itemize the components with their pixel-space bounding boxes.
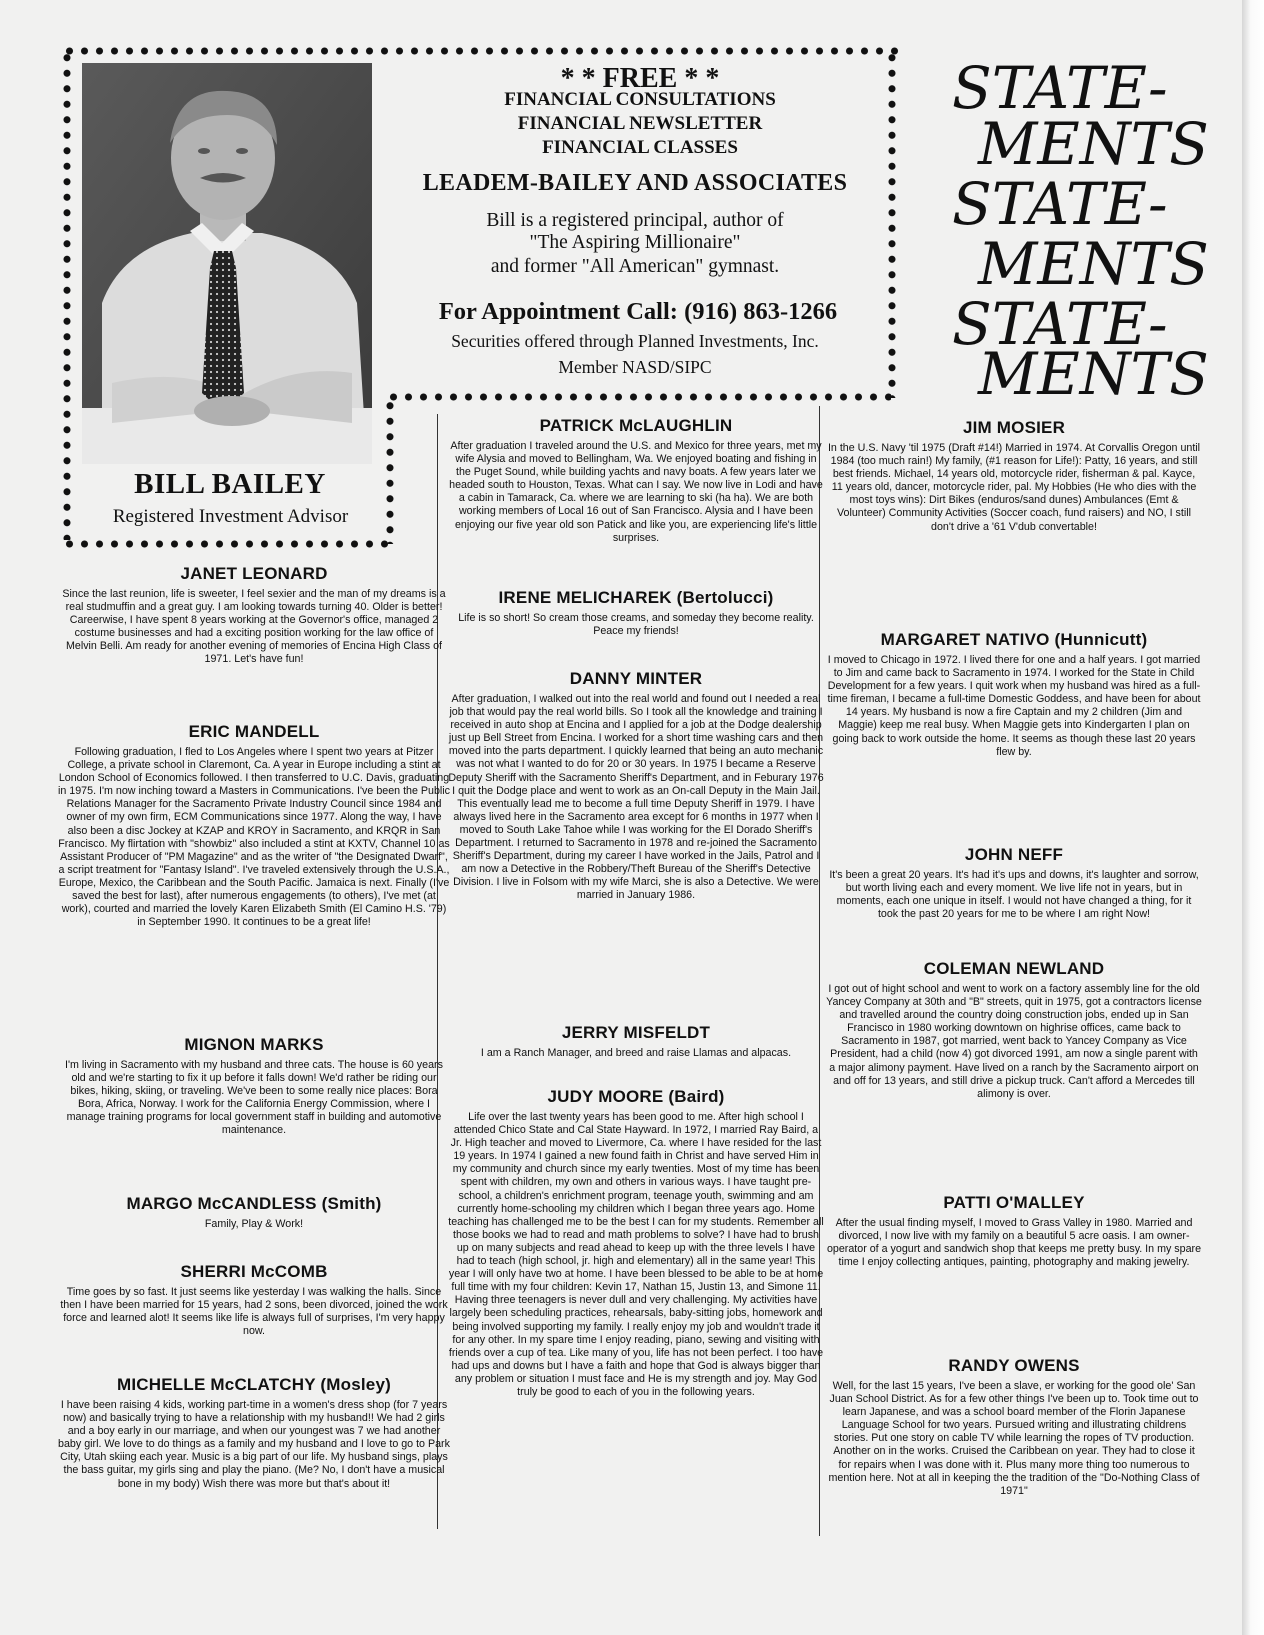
portrait-photo — [82, 63, 372, 464]
entry-eric-mandell — [58, 722, 450, 929]
entry-text: Following graduation, I fled to Los Angeles where I spent two years at Pitzer College, a private school in Claremont, Ca. A year in Europe including a stint at London School of Economics followed. I then transferred to U.C. Davis, graduating in 1975. I'm now inching toward a Masters in Communications. I've been the Public Relations Manager for the Sacramento Private Industry Council since 1984 and owner of my own firm, ECM Communications since 1977. Along the way, I have also been a disc Jockey at KZAP and KROY in Sacramento, and KRQR in San Francisco. My flirtation with "showbiz" also included a stint at KXTV, Channel 10 as Assistant Producer of "PM Magazine" and as the writer of "the Designated Dwarf", a script treatment for "Fantasy Island". I've traveled extensively through the U.S.A., Europe, Mexico, the Caribbean and the South Pacific. Jamaica is next. Finally (I've saved the best for last), after numerous engagements (to others), I've met (at work), courted and married the lovely Karen Elizabeth Smith (El Camino H.S. '79) in September 1990. It continues to be a great life! — [58, 746, 450, 929]
entry-margaret-nativo — [826, 630, 1202, 759]
logo-line-4: MENTS — [978, 230, 1209, 298]
statements-logo — [950, 56, 1210, 396]
entry-judy-moore — [447, 1087, 825, 1399]
entry-jerry-misfeldt — [447, 1023, 825, 1060]
entry-text: After graduation I traveled around the U.S. and Mexico for three years, met my wife Alysia and moved to Bellingham, Wa. We enjoyed boating and fishing in the Puget Sound, while building yachts and navy boats. A few years later we headed south to Houston, Texas. What can I say. We now live in Lodi and have a cabin in Tamarack, Ca. where we are learning to ski (ha ha). We are both working members of Local 16 out of San Francisco. Alysia and I have been enjoying our five year old son Patick and like you, are experiencing life's little surprises. — [449, 440, 823, 544]
bio-line-1: Bill is a registered principal, author of — [486, 210, 784, 231]
free-heading: * * FREE * * — [560, 63, 720, 94]
entry-text: I'm living in Sacramento with my husband and three cats. The house is 60 years old and we're starting to fix it up before it falls down! We'd rather be riding our bikes, hiking, skiing, or traveling. We've been to some really nice places: Bora Bora, Africa, Norway. I work for the California Energy Commission, where I manage training programs for local government staff in building and automotive maintenance. — [65, 1059, 443, 1137]
member-line: Member NASD/SIPC — [558, 357, 712, 377]
advisor-title: Registered Investment Advisor — [112, 506, 349, 527]
entry-name: MIGNON MARKS — [184, 1035, 324, 1054]
entry-patrick-mclaughlin — [447, 416, 825, 545]
entry-text: I have been raising 4 kids, working part-time in a women's dress shop (for 7 years now) and basically trying to have a relationship with my husband!! We had 2 girls and a boy early in our marriage, and when our youngest was 7 we had another baby girl. We love to do things as a family and my husband and I love to go to Park City, Utah skiing each year. Music is a big part of our life. My husband sings, plays the bass guitar, my girls sing and play the piano. (Me? No, I don't have a musical bone in my body) Wish there was more but that's about it! — [58, 1399, 450, 1490]
entry-name: JERRY MISFELDT — [561, 1023, 711, 1042]
appointment-phone: For Appointment Call: (916) 863-1266 — [438, 298, 838, 325]
entry-irene-melicharek — [447, 588, 825, 638]
page-edge — [1242, 0, 1264, 1635]
entry-sherri-mccomb — [58, 1262, 450, 1338]
entry-name: JIM MOSIER — [962, 418, 1066, 437]
entry-name: RANDY OWENS — [948, 1356, 1080, 1375]
entry-patti-omalley — [826, 1193, 1202, 1269]
entry-text: It's been a great 20 years. It's had it's ups and downs, it's laughter and sorrow, but worth living each and every moment. We live life not in years, but in moments, each one unique in itself. I would not have changed a thing, for it took the past 20 years for me to be where I am right Now! — [829, 869, 1199, 921]
entry-name: PATRICK McLAUGHLIN — [539, 416, 733, 435]
entry-coleman-newland — [826, 959, 1202, 1101]
entry-danny-minter — [447, 669, 825, 903]
entry-name: COLEMAN NEWLAND — [923, 959, 1105, 978]
entry-text: In the U.S. Navy 'til 1975 (Draft #14!) Married in 1974. At Corvallis Oregon until 1984 (too much rain!) My family, (#1 reason for Life!): Patty, 16 years, and still best friends. Michael, 14 years old, motorcycle rider, fisherman & pal. Kayce, 11 years old, dancer, motorcycle rider, pal. My Hobbies (He who dies with the most toys wins): Dirt Bikes (enduros/sand dunes) Ambulances (Emt & Volunteer) Community Activities (Soccer coach, fund raisers) and NO, I still don't drive a '61 V'dub convertable! — [827, 442, 1201, 533]
entry-text: Well, for the last 15 years, I've been a slave, er working for the good ole' San Juan School District. As for a few other things I've been up to. Took time out to learn Japanese, and was a school board member of the Florin Japanese Language School for two years. Pursued writing and illustrating childrens stories. Put one story on cable TV while learning the ropes of TV production. Another on in the works. Cruised the Caribbean on year. They had to close it for repairs when I was done with it. Plus many more thing too numerous to mention here. Not at all in keeping the the tradition of the "Do-Nothing Class of 1971" — [828, 1380, 1200, 1497]
entry-text: Since the last reunion, life is sweeter, I feel sexier and the man of my dreams is a real studmuffin and a great guy. I am looking towards turning 40. Older is better! Careerwise, I have spent 8 years working at the Governor's office, managed 2 costume businesses and had a exciting position working for the law office of Melvin Belli. Am ready for another evening of memories of Encina High Class of 1971. Let's have fun! — [62, 588, 446, 666]
service-consultations: FINANCIAL CONSULTATIONS — [504, 89, 776, 110]
entry-name: SHERRI McCOMB — [180, 1262, 328, 1281]
entry-name: JOHN NEFF — [964, 845, 1064, 864]
securities-line: Securities offered through Planned Investments, Inc. — [451, 331, 819, 351]
bio-line-3: and former "All American" gymnast. — [490, 256, 780, 277]
entry-text: Life is so short! So cream those creams, and someday they become reality. Peace my friends! — [458, 612, 814, 638]
entry-text: After the usual finding myself, I moved to Grass Valley in 1980. Married and divorced, I now live with my family on a beautiful 5 acre oasis. I am owner-operator of a yogurt and sandwich shop that keeps me pretty busy. In my spare time I enjoy collecting antiques, painting, photography and making jewelry. — [826, 1217, 1202, 1269]
entry-mignon-marks — [58, 1035, 450, 1138]
entry-text: I got out of hight school and went to work on a factory assembly line for the old Yancey Company at 30th and "B" streets, quit in 1975, got a contractors license and travelled around the country doing construction jobs, ended up in San Francisco in 1980 working downtown on highrise offices, came back to Sacramento in 1987, got married, went back to Yancey Company as Vice President, had a child (now 4) got divorced 1991, am now a single parent with a major alimony payment. Have lived on a ranch by the Sacramento airport on and off for 13 years, and still drive a pickup truck. Can't afford a Mercedes till alimony is over. — [826, 983, 1202, 1100]
advisor-name: BILL BAILEY — [134, 468, 326, 500]
bio-line-2: "The Aspiring Millionaire" — [529, 232, 741, 253]
logo-line-5: STATE- — [952, 290, 1168, 358]
entry-randy-owens — [826, 1356, 1202, 1498]
entry-text: Family, Play & Work! — [204, 1218, 304, 1230]
entry-name: JUDY MOORE (Baird) — [547, 1087, 725, 1106]
entry-text: After graduation, I walked out into the real world and found out I needed a real job that would pay the real world bills. So I took all the knowledge and training I received in auto shop at Encina and I applied for a job at the Dodge dealership just up Bell Street from Encina. I worked for a short time washing cars and then moved into the parts department. I quickly learned that being an auto mechanic was not what I wanted to do for 20 or 30 years. In 1975 I became a Reserve Deputy Sheriff with the Sacramento Sheriff's Department, and in Feburary 1976 I quit the Dodge place and went to work as an On-call Deputy in the Main Jail. This eventually lead me to become a full time Deputy Sheriff in 1979. I have always lived here in the Sacramento area except for 6 months in 1977 when I moved to South Lake Tahoe while I was working for the El Dorado Sheriff's Department. I returned to Sacramento in 1978 and re-joined the Sacramento Sheriff's Department, during my career I have worked in the Jails, Patrol and I am now a Detective in the Robbery/Theft Bureau of the Sheriff's Detective Division. I live in Folsom with my wife Marci, she is also a Detective. We were married in January 1986. — [448, 693, 824, 902]
entry-name: MICHELLE McCLATCHY (Mosley) — [117, 1375, 391, 1394]
entry-name: JANET LEONARD — [180, 564, 328, 583]
entry-text: Life over the last twenty years has been good to me. After high school I attended Chico State and Cal State Hayward. In 1972, I married Ray Baird, a Jr. High teacher and moved to Livermore, Ca. where I have resided for the last 19 years. In 1974 I gained a new found faith in Christ and have served Him in my community and church since my early twenties. Most of my time has been spent with children, my own and others in various ways. I have taught pre-school, a children's enrichment program, teenage youth, swimming and am currently home-schooling my children which I began three years ago. Home teaching has challenged me to be the best I can for my students. Remember all those books we had to read and math problems to solve? I have had to brush up on many subjects and read ahead to keep up with the three levels I have had to teach (high school, jr. high and elementary) all in the same year! This year I will only have two at home. I have been blessed to be able to be at home full time with my four children: Kevin 17, Nathan 15, Justin 13, and Simone 11. Having three teenagers is never dull and very challenging. My activities have largely been scheduling practices, rehearsals, baby-sitting jobs, homework and being involved supporting my family. I really enjoy my job and wouldn't trade it for any other. In my spare time I enjoy reading, piano, sewing and visiting with friends over a cup of tea. Like many of you, life has not been perfect. I too have had ups and downs but I have a faith and hope that God is always bigger than any problem or situation I must face and He is my strength and joy. May God truly be good to each of you in the following years. — [448, 1111, 824, 1398]
firm-name: LEADEM-BAILEY AND ASSOCIATES — [422, 170, 848, 196]
entry-name: MARGO McCANDLESS (Smith) — [126, 1194, 382, 1213]
entry-name: DANNY MINTER — [569, 669, 703, 688]
entry-janet-leonard — [58, 564, 450, 667]
entry-name: IRENE MELICHAREK (Bertolucci) — [498, 588, 774, 607]
logo-line-3: STATE- — [952, 170, 1168, 238]
service-classes: FINANCIAL CLASSES — [542, 137, 738, 158]
logo-line-2: MENTS — [978, 110, 1209, 178]
entry-text: I moved to Chicago in 1972. I lived there for one and a half years. I got married to Jim and came back to Sacramento in 1974. I worked for the State in Child Development for a few years. I quit work when my husband was hired as a full-time fireman, I became a full-time Domestic Goddess, and have been for about 14 years. My husband is now a fire Captain and my 2 children (Jim and Maggie) keep me real busy. When Maggie gets into Kindergarten I plan on going back to work outside the home. It seems as though these last 20 years flew by. — [827, 654, 1201, 758]
entry-jim-mosier — [826, 418, 1202, 534]
logo-line-1: STATE- — [952, 56, 1168, 122]
entry-name: ERIC MANDELL — [188, 722, 320, 741]
entry-text: Time goes by so fast. It just seems like yesterday I was walking the halls. Since then I have been married for 15 years, had 2 sons, been divorced, joined the work force and learned alot! It seems like life is always full of surprises, I'm very happy now. — [60, 1286, 448, 1338]
entry-name: PATTI O'MALLEY — [943, 1193, 1085, 1212]
entry-john-neff — [826, 845, 1202, 921]
logo-line-6: MENTS — [978, 340, 1209, 396]
entry-name: MARGARET NATIVO (Hunnicutt) — [880, 630, 1148, 649]
entry-michelle-mcclatchy — [58, 1375, 450, 1491]
entry-margo-mccandless — [58, 1194, 450, 1231]
entry-text: I am a Ranch Manager, and breed and raise Llamas and alpacas. — [480, 1047, 792, 1059]
service-newsletter: FINANCIAL NEWSLETTER — [517, 113, 763, 134]
